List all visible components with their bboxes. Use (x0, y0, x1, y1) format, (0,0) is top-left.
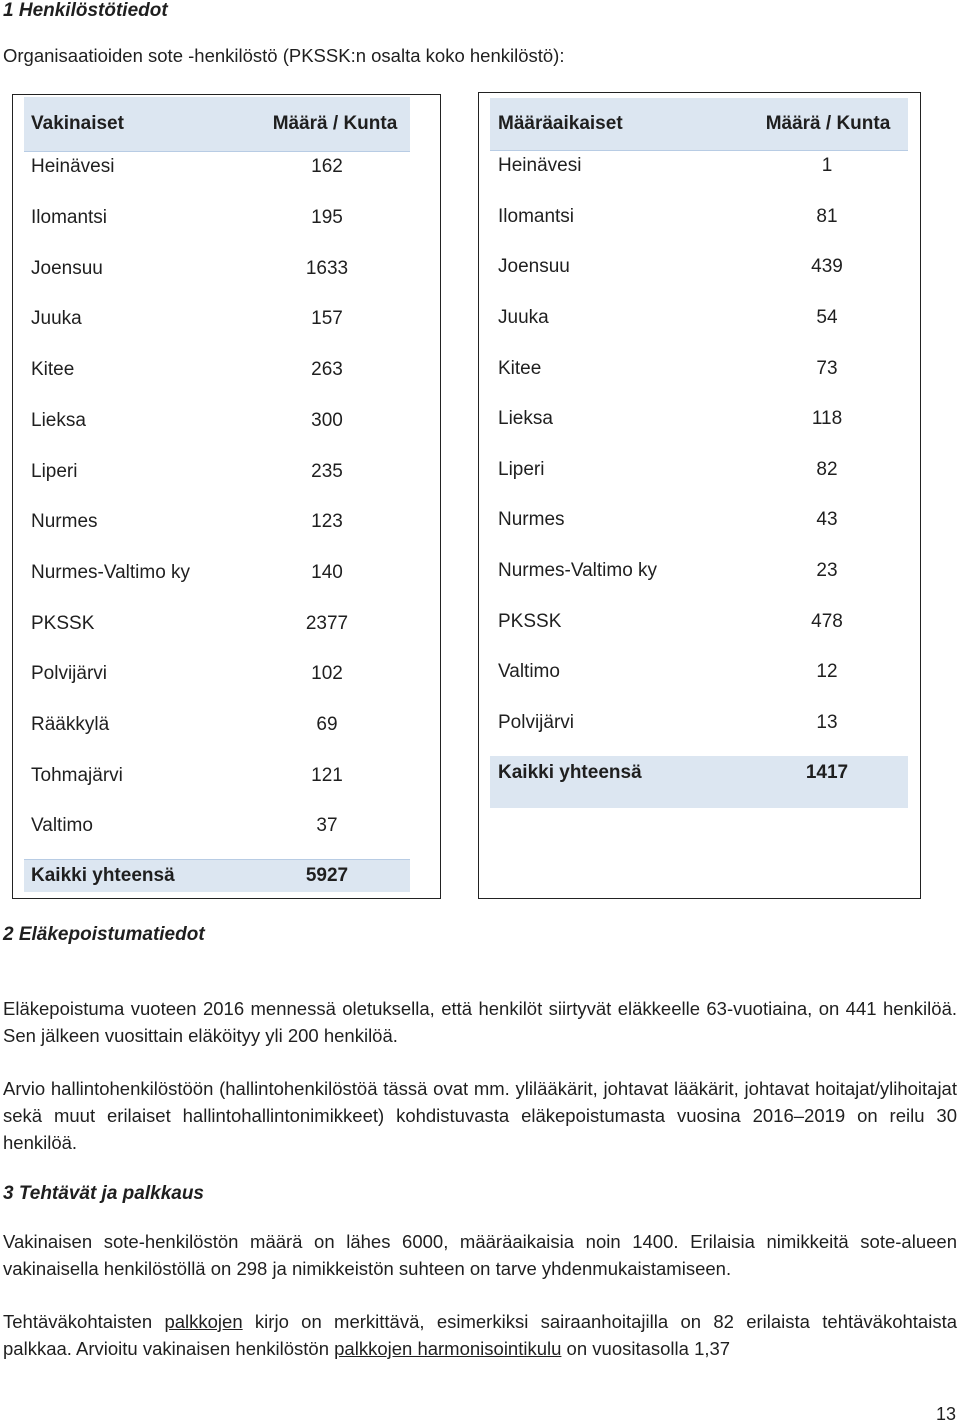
municipality-name: Juuka (498, 307, 549, 329)
section-3-title: 3 Tehtävät ja palkkaus (3, 1183, 205, 1204)
table-row (490, 445, 908, 496)
total-value: 5927 (305, 865, 349, 886)
municipality-name: Valtimo (498, 661, 560, 683)
municipality-name: Polvijärvi (31, 663, 108, 685)
salary-link[interactable]: palkkojen (164, 1311, 243, 1332)
table-row (24, 243, 410, 294)
staff-count: 1633 (305, 257, 349, 279)
text-run: kirjo on merkittävä, esimerkiksi sairaanhoitajilla on 82 erilaista tehtäväkohtaista palkkaa. Arvioitu vakinaisen henkilöstön (3, 1311, 958, 1359)
staff-count: 81 (816, 205, 838, 227)
staff-count: 157 (311, 308, 343, 330)
municipality-name: Valtimo (31, 815, 93, 837)
staff-count: 118 (811, 408, 843, 430)
total-label: Kaikki yhteensä (498, 762, 642, 783)
section-2-paragraph-1: Eläkepoistuma vuoteen 2016 mennessä oletuksella, että henkilöt siirtyvät eläkkeelle 63-vuotiaina, on 441 henkilöä. Sen jälkeen vuosittain eläköityy yli 200 henkilöä. (3, 998, 957, 1046)
municipality-name: Heinävesi (498, 155, 582, 177)
section-2-paragraph-2: Arvio hallintohenkilöstöön (hallintohenkilöstöä tässä ovat mm. ylilääkärit, johtavat lääkärit, johtavat hoitajat/ylihoitajat sekä muut erilaiset hallintohallintonimikkeet) kohdistuvasta eläkepoistumasta vuosina 2016–2019 on reilu 30 henkilöä. (3, 1078, 957, 1153)
page-number: 13 (935, 1404, 956, 1424)
staff-count: 102 (311, 663, 343, 685)
table-row (490, 647, 908, 698)
table-row (490, 596, 908, 647)
table-row (490, 141, 908, 192)
staff-count: 2377 (305, 612, 349, 634)
column-header-name: Määräaikaiset (498, 113, 623, 134)
municipality-name: Lieksa (498, 408, 553, 430)
municipality-name: Tohmajärvi (31, 764, 123, 786)
staff-count: 54 (816, 307, 838, 329)
table-row (490, 394, 908, 445)
total-value: 1417 (805, 762, 849, 783)
municipality-name: Ilomantsi (31, 207, 108, 229)
staff-count: 123 (311, 511, 343, 533)
table-row (24, 801, 410, 852)
staff-count: 478 (811, 610, 843, 632)
municipality-name: Joensuu (498, 256, 570, 278)
total-label: Kaikki yhteensä (31, 865, 175, 886)
municipality-name: Heinävesi (31, 156, 115, 178)
table-row (24, 649, 410, 700)
staff-count: 140 (311, 561, 343, 583)
table-row (24, 396, 410, 447)
staff-count: 73 (816, 357, 838, 379)
column-header-value: Määrä / Kunta (272, 113, 398, 134)
staff-count: 121 (311, 764, 343, 786)
text-run: Tehtäväkohtaisten (3, 1311, 165, 1332)
staff-count: 23 (816, 560, 838, 582)
staff-count: 162 (311, 156, 343, 178)
staff-count: 13 (816, 711, 838, 733)
table-row (24, 345, 410, 396)
municipality-name: Kitee (498, 357, 542, 379)
table-row (24, 548, 410, 599)
table-row (490, 293, 908, 344)
table-row (490, 242, 908, 293)
table-row (24, 142, 410, 193)
table-row (24, 446, 410, 497)
column-header-name: Vakinaiset (31, 113, 124, 134)
staff-count: 300 (311, 409, 343, 431)
table-row (24, 598, 410, 649)
table-row (490, 343, 908, 394)
municipality-name: PKSSK (31, 612, 95, 634)
municipality-name: Liperi (31, 460, 78, 482)
section-3-paragraph-1: Vakinaisen sote-henkilöstön määrä on lähes 6000, määräaikaisia noin 1400. Erilaisia nimikkeitä sote-alueen vakinaisella henkilöstöllä on 298 ja nimikkeistön suhteen on tarve yhdenmukaistamiseen. (3, 1231, 957, 1279)
table-row (24, 750, 410, 801)
municipality-name: PKSSK (498, 610, 562, 632)
section-1-intro: Organisaatioiden sote -henkilöstö (PKSSK:n osalta koko henkilöstö): (3, 45, 565, 66)
section-2-title: 2 Eläkepoistumatiedot (3, 924, 205, 945)
municipality-name: Nurmes (31, 511, 98, 533)
municipality-name: Liperi (498, 458, 545, 480)
staff-count: 263 (311, 359, 343, 381)
text-run: on vuositasolla 1,37 (561, 1338, 731, 1359)
municipality-name: Joensuu (31, 257, 103, 279)
table-row (24, 294, 410, 345)
municipality-name: Juuka (31, 308, 82, 330)
section-3-paragraph-2 (3, 1308, 957, 1362)
table-row (24, 497, 410, 548)
salary-harmonisation-link[interactable]: palkkojen harmonisointikulu (334, 1338, 562, 1359)
staff-count: 439 (811, 256, 843, 278)
column-header-value: Määrä / Kunta (765, 113, 891, 134)
table-row (490, 495, 908, 546)
total-row (24, 859, 410, 892)
staff-count: 82 (816, 458, 838, 480)
municipality-name: Lieksa (31, 409, 86, 431)
municipality-name: Nurmes-Valtimo ky (31, 561, 191, 583)
table-row (490, 698, 908, 749)
table-row (490, 546, 908, 597)
municipality-name: Nurmes-Valtimo ky (498, 560, 658, 582)
staff-count: 43 (816, 509, 838, 531)
section-1-title: 1 Henkilöstötiedot (3, 0, 168, 21)
staff-count: 1 (821, 155, 833, 177)
municipality-name: Ilomantsi (498, 205, 575, 227)
table-row (24, 193, 410, 244)
staff-count: 12 (816, 661, 838, 683)
municipality-name: Rääkkylä (31, 714, 110, 736)
staff-count: 195 (311, 207, 343, 229)
staff-count: 235 (311, 460, 343, 482)
municipality-name: Kitee (31, 359, 75, 381)
staff-count: 69 (316, 714, 338, 736)
table-row (24, 700, 410, 751)
municipality-name: Nurmes (498, 509, 565, 531)
staff-count: 37 (316, 815, 338, 837)
municipality-name: Polvijärvi (498, 711, 575, 733)
table-row (490, 192, 908, 243)
total-row (490, 756, 908, 808)
